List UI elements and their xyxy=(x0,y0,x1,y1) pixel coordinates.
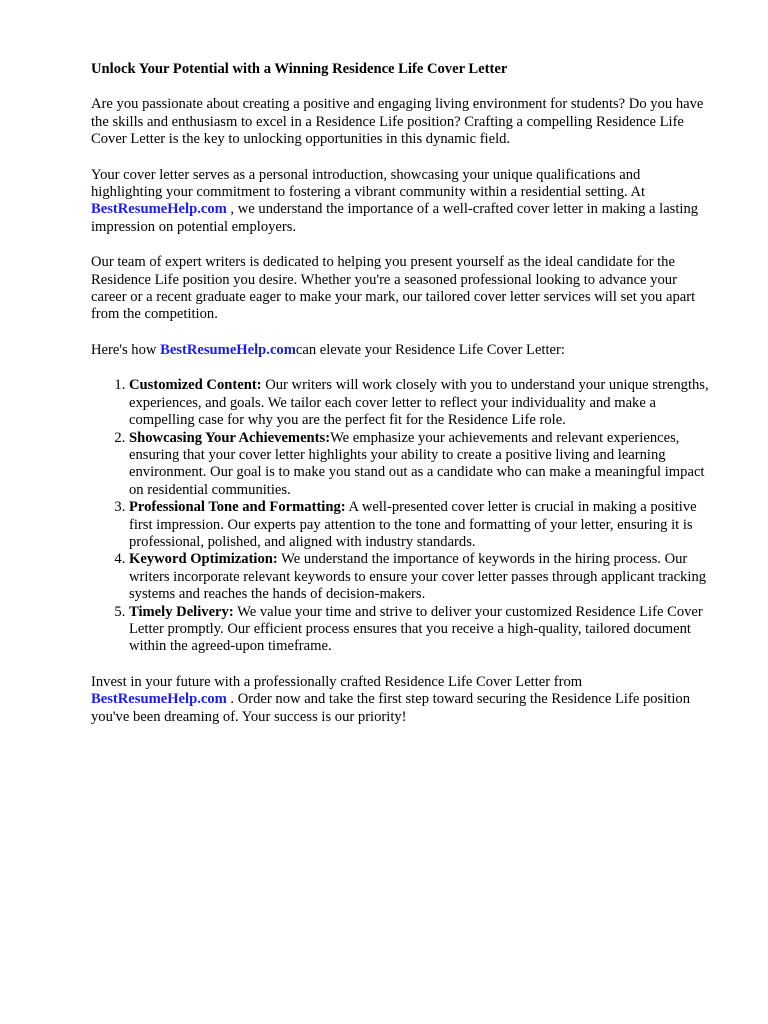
list-item-heading: Keyword Optimization: xyxy=(129,551,278,568)
paragraph-text: Invest in your future with a professionally crafted Residence Life Cover Letter from xyxy=(91,673,583,690)
intro-paragraph: Are you passionate about creating a positive and engaging living environment for students? Do you have the skills and enthusiasm to excel in a Residence Life position? Crafting a compelling Residence Life Cover Letter is the key to unlocking opportunities in this dynamic field. xyxy=(91,96,704,148)
paragraph-text: , we understand the importance of a well-crafted cover letter in making a lasting impression on potential employers. xyxy=(91,201,699,235)
list-item-text: We value your time and strive to deliver your customized Residence Life Cover Letter promptly. Our efficient process ensures that you receive a high-quality, tailored document within the agreed-upon timeframe. xyxy=(129,603,703,655)
bestresumehelp-link[interactable]: BestResumeHelp.com xyxy=(91,691,227,708)
introduction-paragraph xyxy=(91,167,710,237)
services-intro-paragraph xyxy=(91,342,710,359)
closing-paragraph xyxy=(91,674,710,726)
list-item-text: We emphasize your achievements and relevant experiences, ensuring that your cover letter highlights your ability to create a positive living and learning environment. Our goal is to make you stand out as a candidate who can make a meaningful impact on residential communities. xyxy=(129,429,705,498)
list-item xyxy=(129,377,710,429)
list-item xyxy=(129,604,710,656)
paragraph-text: Your cover letter serves as a personal introduction, showcasing your unique qualifications and highlighting your commitment to fostering a vibrant community within a residential setting. At xyxy=(91,166,646,201)
paragraph-text: . Order now and take the first step toward securing the Residence Life position you've been dreaming of. Your success is our priority! xyxy=(91,691,690,725)
list-item xyxy=(129,551,710,603)
list-item-text: A well-presented cover letter is crucial in making a positive first impression. Our experts pay attention to the tone and formatting of your letter, ensuring it is professional, polished, and aligned with industry standards. xyxy=(129,499,697,550)
list-item-text: Our writers will work closely with you to understand your unique strengths, experiences, and goals. We tailor each cover letter to reflect your individuality and make a compelling case for why you are the perfect fit for the Residence Life role. xyxy=(129,377,709,429)
bestresumehelp-link[interactable]: BestResumeHelp.com xyxy=(160,341,296,358)
list-item-heading: Showcasing Your Achievements: xyxy=(129,429,331,446)
list-item-text: We understand the importance of keywords in the hiring process. Our writers incorporate relevant keywords to ensure your cover letter passes through applicant tracking systems and reaches the hands of decision-makers. xyxy=(129,551,707,603)
paragraph-text: can elevate your Residence Life Cover Letter: xyxy=(295,341,565,358)
list-item xyxy=(129,499,710,551)
team-paragraph: Our team of expert writers is dedicated to helping you present yourself as the ideal candidate for the Residence Life position you desire. Whether you're a seasoned professional looking to advance your career or a recent graduate eager to make your mark, our tailored cover letter services will set you apart from the competition. xyxy=(91,254,696,323)
bestresumehelp-link[interactable]: BestResumeHelp.com xyxy=(91,201,227,218)
services-list xyxy=(91,377,710,656)
list-item-heading: Professional Tone and Formatting: xyxy=(129,499,346,516)
list-item-heading: Timely Delivery: xyxy=(129,603,234,620)
document-title: Unlock Your Potential with a Winning Residence Life Cover Letter xyxy=(91,61,508,77)
paragraph-text: Here's how xyxy=(91,341,161,358)
list-item-heading: Customized Content: xyxy=(129,377,262,394)
list-item xyxy=(129,430,710,500)
